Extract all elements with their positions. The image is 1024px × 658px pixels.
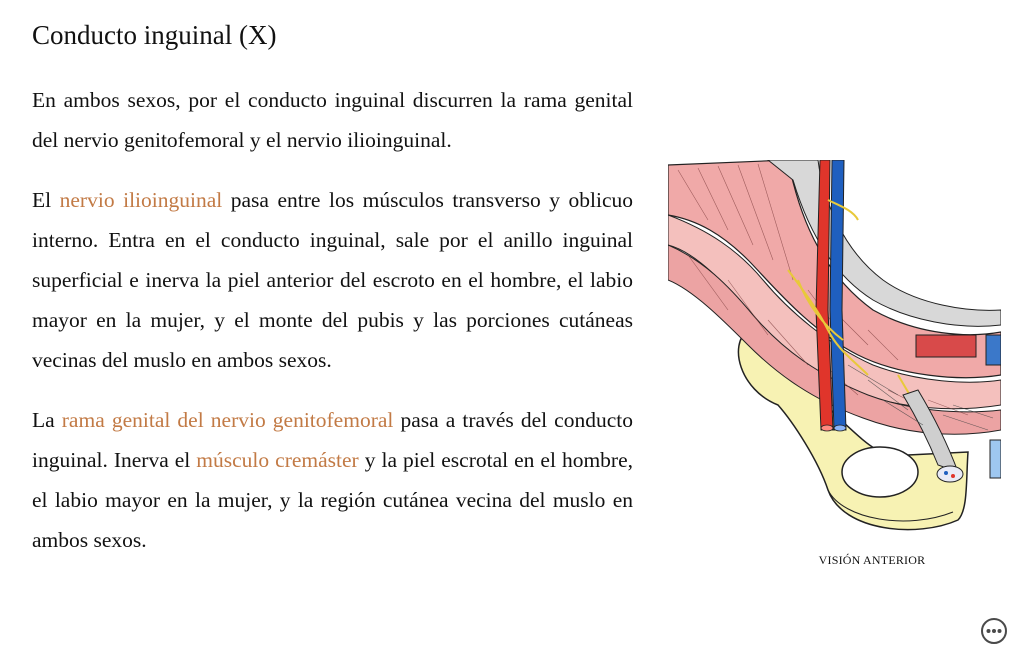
content-text: [32, 80, 633, 580]
paragraph-2-text-2: pasa entre los músculos transverso y oblicuo interno. Entra en el conducto inguinal, sale por el anillo inguinal superficial e inerva la piel anterior del escroto en el hombre, el labio mayor en la mujer, y el monte del pubis y las porciones cutáneas vecinas del muslo en ambos sexos.: [32, 188, 634, 372]
page-title: Conducto inguinal (X): [32, 20, 277, 50]
inguinal-canal-illustration: [668, 160, 1001, 532]
nervio-ilioinguinal-link[interactable]: nervio ilioinguinal: [59, 188, 223, 212]
musculo-cremaster-link[interactable]: músculo cremáster: [196, 448, 359, 472]
paragraph-3-text-1: La: [32, 408, 62, 432]
paragraph-2-text-1: El: [32, 188, 60, 212]
paragraph-3-text-2: pasa a través del conducto inguinal. Inerva el: [32, 408, 633, 472]
paragraph-3: [32, 400, 633, 560]
paragraph-3-text-3: y la piel escrotal en el hombre, el labio mayor en la mujer, y la región cutánea vecina del muslo en ambos sexos.: [32, 448, 633, 552]
paragraph-2: [32, 180, 633, 380]
more-options-button[interactable]: [980, 617, 1008, 645]
paragraph-1: En ambos sexos, por el conducto inguinal discurren la rama genital del nervio genitofemoral y el nervio ilioinguinal.: [32, 88, 633, 152]
rama-genital-link[interactable]: rama genital del nervio genitofemoral: [61, 408, 394, 432]
figure-caption: VISIÓN ANTERIOR: [818, 553, 926, 567]
more-options-icon: [980, 617, 1008, 645]
